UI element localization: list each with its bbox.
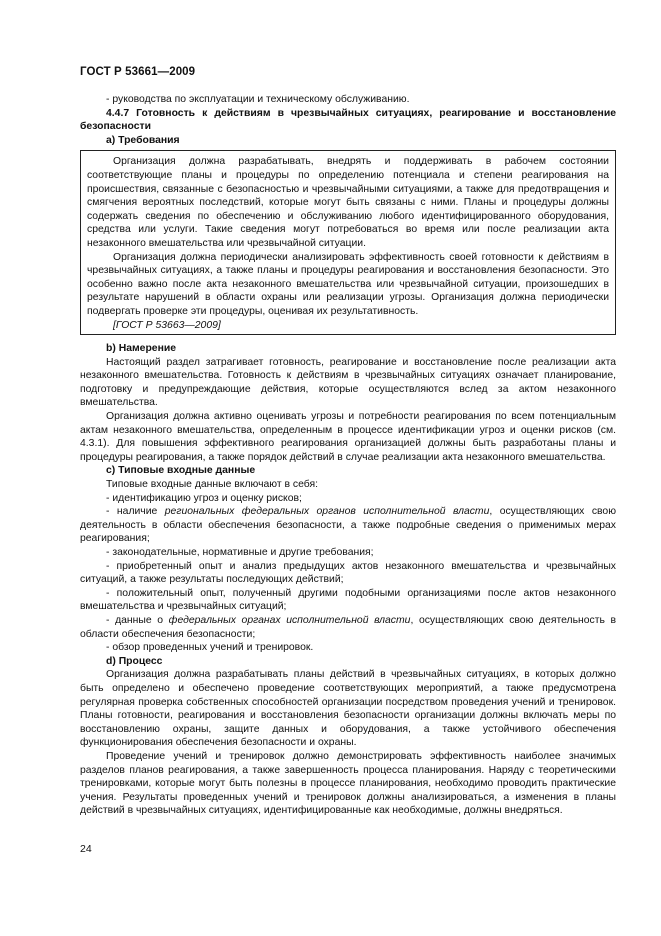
section-heading: 4.4.7 Готовность к действиям в чрезвычайных ситуациях, реагирование и восстановление безопасности [80,107,616,133]
intro-list-item: - руководства по эксплуатации и техническому обслуживанию. [106,94,410,105]
requirements-paragraph-1: Организация должна разрабатывать, внедрять и поддерживать в рабочем состоянии соответствующие планы и процедуры по определению потенциала и степени реагирования на происшествия, связанные с безопасностью и чрезвычайными ситуациями, а также для предотвращения и смягчения вероятных последствий, которые могут быть связаны с ними. Планы и процедуры должны содержать сведения по обеспечению и обслуживанию любого идентифицированного оборудования, средства или услуги. Такие сведения могут потребоваться во время или после реализации акта незаконного вмешательства или чрезвычайной ситуации. [87,156,609,249]
document-header: ГОСТ Р 53661—2009 [80,66,196,78]
page-number: 24 [80,843,92,855]
intent-paragraph-2: Организация должна активно оценивать угрозы и потребности реагирования по всем потенциальным актам незаконного вмешательства, определенным в процессе идентификации угроз и оценки рисков (см. 4.3.1). Для повышения эффективного реагирования организацией должны быть разработаны планы и процедуры реагирования, а также порядок действий в случае реализации акта незаконного вмешательства. [80,411,616,463]
subsection-c-title: c) Типовые входные данные [106,465,256,477]
process-paragraph-2: Проведение учений и тренировок должно демонстрировать эффективность наиболее значимых разделов планов реагирования, а также завершенность процесса планирования. Наряду с теоретическими тренировками, которые могут быть полезны в процессе планирования, необходимо проводить практические учения. Результаты проведенных учений и тренировок должны анализироваться, а изменения в планы действий в чрезвычайных ситуациях, идентифицированные как необходимые, должны внедряться. [80,750,616,817]
requirements-paragraph-2: Организация должна периодически анализировать эффективность своей готовности к действиям в чрезвычайных ситуациях, а также планы и процедуры реагирования и восстановления безопасности. Это особенно важно после акта незаконного вмешательства или чрезвычайной ситуации, произошедших в результате нарушений в области охраны или реализации угрозы. Организация должна периодически подвергать проверке эти процедуры, оценивая их результативность. [87,251,609,317]
intent-paragraph-1: Настоящий раздел затрагивает готовность, реагирование и восстановление после реализации акта незаконного вмешательства. Готовность к действиям в чрезвычайных ситуациях означает планирование, подготовку и предупреждающие действия, которые осуществляются вслед за актом незаконного вмешательства. [80,356,616,409]
inputs-list-item: - положительный опыт, полученный другими подобными организациями после актов незаконного вмешательства и чрезвычайных ситуаций; [80,587,616,613]
requirements-box [80,150,616,335]
subsection-d-title: d) Процесс [106,655,163,667]
process-paragraph-1: Организация должна разрабатывать планы действий в чрезвычайных ситуациях, в которых должно быть определено и обеспечено проведение соответствующих мероприятий, а также предусмотрена регулярная проверка собственных способностей организации посредством проведения учений и тренировок. Планы готовности, реагирования и восстановления безопасности организации должны включать меры по восстановлению охраны, защите данных и оборудования, а также устойчивого обеспечения функционирования обеспечения безопасности и охраны. [80,669,616,749]
requirements-reference: [ГОСТ Р 53663—2009] [113,319,221,331]
inputs-list-item: - обзор проведенных учений и тренировок. [106,642,314,654]
inputs-intro: Типовые входные данные включают в себя: [106,479,319,491]
inputs-list-item: - приобретенный опыт и анализ предыдущих актов незаконного вмешательства и чрезвычайных ситуаций, а также результаты последующих действий; [80,560,616,586]
document-body [80,93,616,818]
inputs-list-item: - законодательные, нормативные и другие требования; [106,547,374,558]
subsection-a-title: а) Требования [106,134,180,146]
inputs-list-item: - наличие региональных федеральных органов исполнительной власти, осуществляющих свою деятельность в области обеспечения безопасности, а также подробные сведения о применимых мерах реагирования; [80,506,616,545]
inputs-list-item: - данные о федеральных органах исполнительной власти, осуществляющих свою деятельность в области обеспечения безопасности; [80,614,617,640]
inputs-list-item: - идентификацию угроз и оценку рисков; [106,492,302,504]
subsection-b-title: b) Намерение [106,343,177,355]
